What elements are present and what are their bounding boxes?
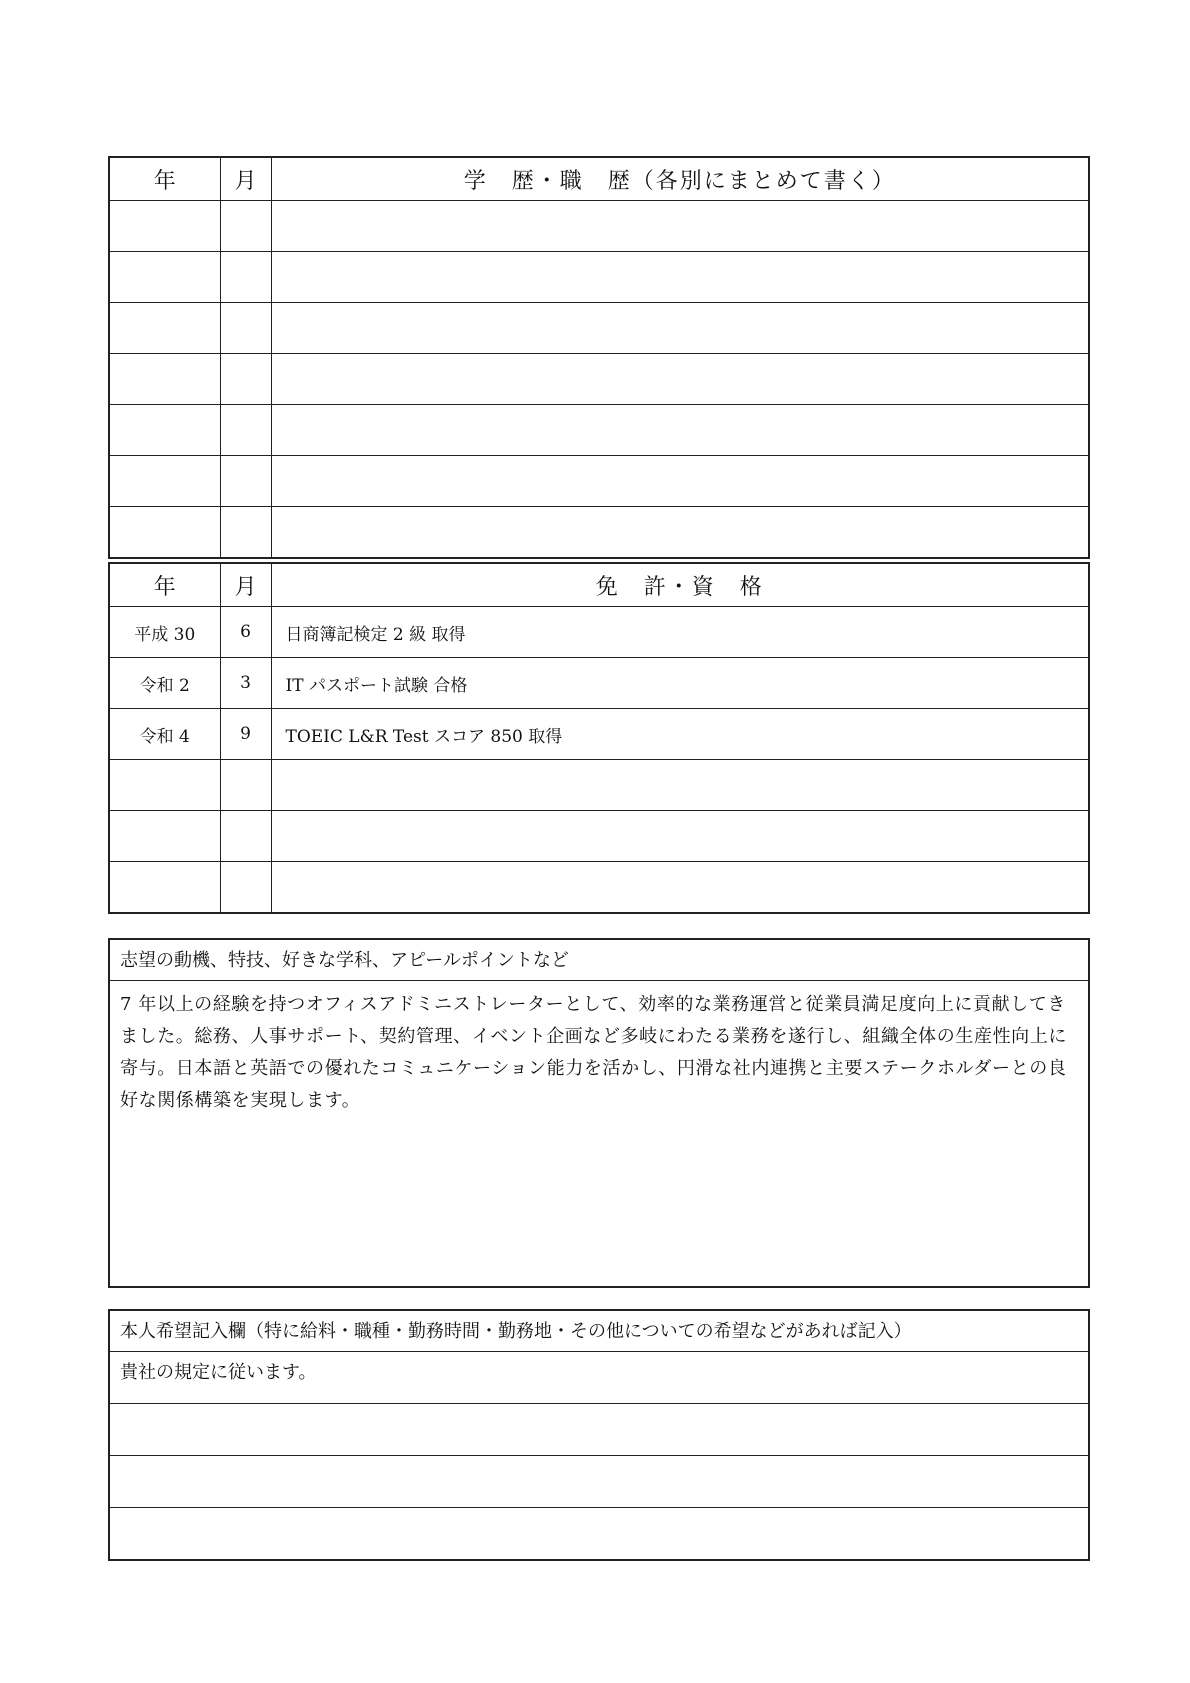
license-content-cell[interactable]: 日商簿記検定 2 級 取得 [271, 607, 1089, 658]
history-year-header: 年 [109, 157, 220, 201]
license-content-cell[interactable] [271, 760, 1089, 811]
license-year-cell[interactable]: 令和 2 [109, 658, 220, 709]
license-row [109, 709, 1089, 760]
license-content-cell[interactable]: IT パスポート試験 合格 [271, 658, 1089, 709]
license-year-cell[interactable]: 平成 30 [109, 607, 220, 658]
personal-wishes-label: 本人希望記入欄（特に給料・職種・勤務時間・勤務地・その他についての希望などがあれば記入） [110, 1311, 1088, 1352]
history-row [109, 303, 1089, 354]
history-month-cell[interactable] [220, 507, 271, 559]
license-row [109, 760, 1089, 811]
history-month-cell[interactable] [220, 405, 271, 456]
history-content-cell[interactable] [271, 354, 1089, 405]
history-header-row [109, 157, 1089, 201]
license-month-cell[interactable]: 9 [220, 709, 271, 760]
license-row [109, 658, 1089, 709]
history-month-cell[interactable] [220, 354, 271, 405]
history-content-cell[interactable] [271, 507, 1089, 559]
history-month-cell[interactable] [220, 252, 271, 303]
license-month-cell[interactable] [220, 811, 271, 862]
history-year-cell[interactable] [109, 303, 220, 354]
license-year-cell[interactable] [109, 760, 220, 811]
personal-wishes-line[interactable]: 貴社の規定に従います。 [110, 1352, 1088, 1404]
history-content-cell[interactable] [271, 252, 1089, 303]
license-header-row [109, 563, 1089, 607]
history-month-cell[interactable] [220, 201, 271, 252]
history-year-cell[interactable] [109, 507, 220, 559]
history-row [109, 405, 1089, 456]
license-year-header: 年 [109, 563, 220, 607]
license-month-cell[interactable] [220, 862, 271, 914]
motivation-text[interactable]: 7 年以上の経験を持つオフィスアドミニストレーターとして、効率的な業務運営と従業員満足度向上に貢献してきました。総務、人事サポート、契約管理、イベント企画など多岐にわたる業務を遂行し、組織全体の生産性向上に寄与。日本語と英語での優れたコミュニケーション能力を活かし、円滑な社内連携と主要ステークホルダーとの良好な関係構築を実現します。 [120, 994, 1067, 1111]
history-year-cell[interactable] [109, 354, 220, 405]
history-month-cell[interactable] [220, 303, 271, 354]
motivation-label: 志望の動機、特技、好きな学科、アピールポイントなど [110, 940, 1088, 981]
license-title-header: 免 許・資 格 [271, 563, 1089, 607]
license-year-cell[interactable] [109, 811, 220, 862]
license-month-header: 月 [220, 563, 271, 607]
license-qualification-table [108, 562, 1090, 914]
history-content-cell[interactable] [271, 201, 1089, 252]
motivation-section [108, 938, 1090, 1288]
license-year-cell[interactable]: 令和 4 [109, 709, 220, 760]
history-title-header: 学 歴・職 歴（各別にまとめて書く） [271, 157, 1089, 201]
history-row [109, 201, 1089, 252]
license-month-cell[interactable]: 3 [220, 658, 271, 709]
history-month-cell[interactable] [220, 456, 271, 507]
license-row [109, 607, 1089, 658]
license-content-cell[interactable] [271, 862, 1089, 914]
history-row [109, 456, 1089, 507]
license-row [109, 862, 1089, 914]
personal-wishes-line[interactable] [110, 1404, 1088, 1456]
license-row [109, 811, 1089, 862]
license-content-cell[interactable] [271, 811, 1089, 862]
history-row [109, 252, 1089, 303]
personal-wishes-section [108, 1309, 1090, 1561]
license-month-cell[interactable]: 6 [220, 607, 271, 658]
history-year-cell[interactable] [109, 201, 220, 252]
personal-wishes-line[interactable] [110, 1508, 1088, 1560]
history-month-header: 月 [220, 157, 271, 201]
history-content-cell[interactable] [271, 456, 1089, 507]
license-content-cell[interactable]: TOEIC L&R Test スコア 850 取得 [271, 709, 1089, 760]
license-month-cell[interactable] [220, 760, 271, 811]
history-year-cell[interactable] [109, 456, 220, 507]
personal-wishes-line[interactable] [110, 1456, 1088, 1508]
history-content-cell[interactable] [271, 405, 1089, 456]
history-row [109, 507, 1089, 559]
history-row [109, 354, 1089, 405]
history-year-cell[interactable] [109, 252, 220, 303]
license-year-cell[interactable] [109, 862, 220, 914]
education-work-history-table [108, 156, 1090, 559]
history-year-cell[interactable] [109, 405, 220, 456]
history-content-cell[interactable] [271, 303, 1089, 354]
